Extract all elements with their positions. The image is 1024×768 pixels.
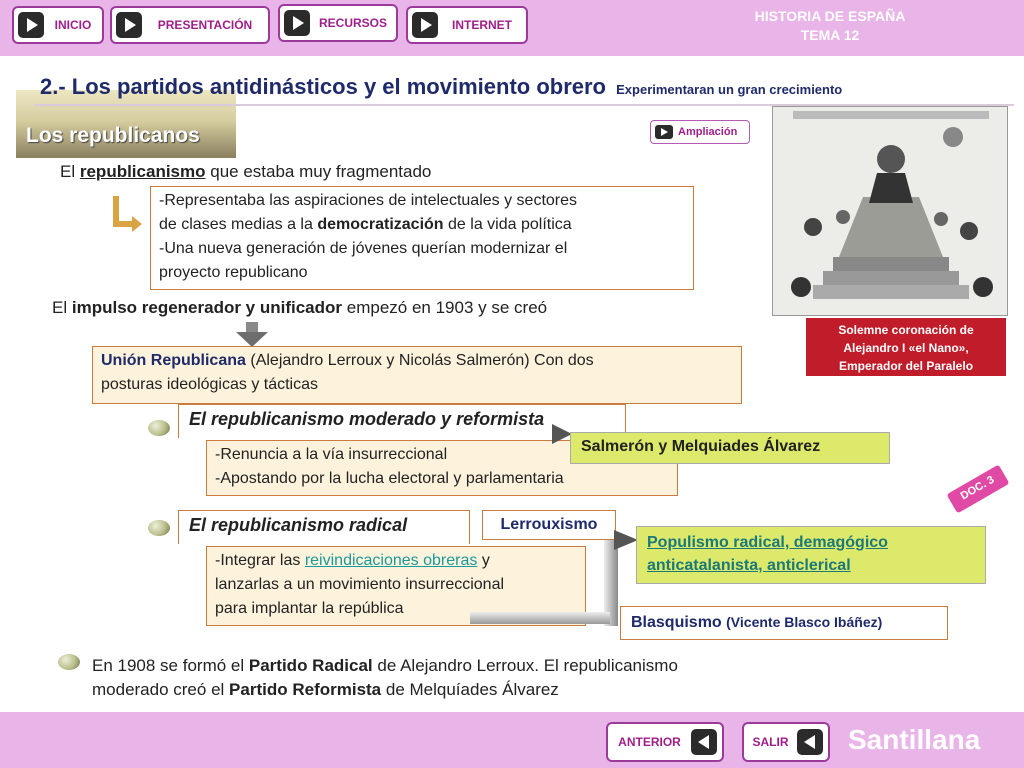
radical-line1b: y bbox=[481, 552, 490, 569]
connector-horizontal bbox=[470, 612, 610, 624]
radical-line1 bbox=[215, 549, 577, 573]
section-tab bbox=[16, 90, 236, 158]
anterior-button[interactable] bbox=[606, 722, 724, 762]
nav-internet-label: INTERNET bbox=[452, 18, 512, 32]
conclusion-e: Partido Reformista bbox=[229, 680, 382, 699]
moderado-line1: -Renuncia a la vía insurreccional bbox=[215, 446, 448, 463]
union-line1-text: (Alejandro Lerroux y Nicolás Salmerón) Con dos bbox=[250, 352, 594, 369]
box1-line2a: de clases medias a la bbox=[159, 216, 313, 233]
populismo-box[interactable] bbox=[636, 526, 986, 584]
moderado-heading: El republicanismo moderado y reformista bbox=[178, 404, 626, 438]
nav-recursos-label: RECURSOS bbox=[318, 16, 387, 30]
box1-line2 bbox=[159, 213, 685, 237]
radical-line2: lanzarlas a un movimiento insurreccional bbox=[215, 576, 505, 593]
aspiraciones-box bbox=[150, 186, 694, 290]
conclusion-c: de Alejandro Lerroux. El republicanismo bbox=[377, 656, 678, 675]
conclusion-line2 bbox=[92, 678, 678, 702]
caption-line3: Emperador del Paralelo bbox=[838, 359, 974, 373]
conclusion-a: En 1908 se formó el bbox=[92, 656, 245, 675]
box1-line1: -Representaba las aspiraciones de intelectuales y sectores bbox=[159, 192, 578, 209]
page-title-sub: Experimentaran un gran crecimiento bbox=[616, 82, 843, 97]
salir-label: SALIR bbox=[752, 735, 789, 749]
box1-line4: proyecto republicano bbox=[159, 264, 308, 281]
play-icon bbox=[655, 125, 673, 139]
caption-line1: Solemne coronación de bbox=[838, 323, 974, 337]
caricature-image[interactable] bbox=[772, 106, 1008, 316]
reivindicaciones-link[interactable]: reivindicaciones obreras bbox=[304, 552, 478, 569]
box1-line2b: democratización bbox=[317, 216, 444, 233]
salir-button[interactable] bbox=[742, 722, 830, 762]
play-icon bbox=[18, 12, 44, 38]
lerrouxismo-label: Lerrouxismo bbox=[482, 510, 616, 540]
populismo-line2[interactable]: anticatalanista, anticlerical bbox=[647, 557, 851, 574]
image-caption bbox=[806, 318, 1006, 376]
nav-inicio-label: INICIO bbox=[54, 18, 92, 32]
moderado-line2: -Apostando por la lucha electoral y parlamentaria bbox=[215, 470, 564, 487]
section-title: Los republicanos bbox=[26, 124, 200, 147]
ampliacion-label: Ampliación bbox=[678, 126, 738, 138]
bullet-icon bbox=[58, 654, 80, 670]
blasquismo-label: Blasquismo bbox=[631, 614, 722, 631]
nav-recursos-button[interactable] bbox=[278, 4, 398, 42]
back-arrow-icon bbox=[797, 729, 823, 755]
play-icon bbox=[412, 12, 438, 38]
box1-line2c: de la vida política bbox=[448, 216, 572, 233]
impulso-text bbox=[52, 298, 547, 318]
play-icon bbox=[284, 10, 310, 36]
down-arrow-icon bbox=[234, 322, 270, 348]
conclusion-text bbox=[92, 654, 678, 702]
union-line1 bbox=[101, 349, 733, 373]
populismo-line1[interactable]: Populismo radical, demagógico bbox=[647, 534, 888, 551]
bullet-icon bbox=[148, 520, 170, 536]
play-icon bbox=[116, 12, 142, 38]
conclusion-line1 bbox=[92, 654, 678, 678]
union-line2: posturas ideológicas y tácticas bbox=[101, 376, 318, 393]
course-subject: HISTORIA DE ESPAÑA bbox=[754, 8, 906, 24]
impulso-suffix: empezó en 1903 y se creó bbox=[346, 298, 548, 317]
union-republicana-box bbox=[92, 346, 742, 404]
radical-line1a: -Integrar las bbox=[215, 552, 301, 569]
intro-keyword: republicanismo bbox=[79, 162, 206, 181]
impulso-prefix: El bbox=[52, 298, 68, 317]
intro-suffix: que estaba muy fragmentado bbox=[210, 162, 432, 181]
bullet-icon bbox=[148, 420, 170, 436]
page-title bbox=[40, 74, 842, 100]
doc3-tag[interactable]: DOC. 3 bbox=[947, 464, 1010, 513]
nav-presentacion-button[interactable] bbox=[110, 6, 270, 44]
conclusion-f: de Melquíades Álvarez bbox=[385, 680, 559, 699]
back-arrow-icon bbox=[691, 729, 717, 755]
publisher-logo: Santillana bbox=[848, 724, 981, 755]
box1-line3: -Una nueva generación de jóvenes querían modernizar el bbox=[159, 240, 568, 257]
anterior-label: ANTERIOR bbox=[618, 735, 681, 749]
page-title-main: 2.- Los partidos antidinásticos y el movimiento obrero bbox=[40, 74, 606, 99]
conclusion-d: moderado creó el bbox=[92, 680, 225, 699]
radical-heading: El republicanismo radical bbox=[178, 510, 470, 544]
radical-line3: para implantar la república bbox=[215, 600, 404, 617]
down-right-arrow-icon bbox=[110, 194, 144, 234]
intro-prefix: El bbox=[60, 162, 76, 181]
blasquismo-author: (Vicente Blasco Ibáñez) bbox=[726, 614, 883, 630]
blasquismo-box bbox=[620, 606, 948, 640]
impulso-keyword: impulso regenerador y unificador bbox=[71, 298, 343, 317]
intro-text bbox=[60, 162, 431, 182]
nav-presentacion-label: PRESENTACIÓN bbox=[157, 18, 253, 32]
nav-internet-button[interactable] bbox=[406, 6, 528, 44]
course-unit: TEMA 12 bbox=[800, 27, 860, 43]
caricature-illustration bbox=[773, 107, 1008, 316]
course-header bbox=[730, 7, 930, 45]
conclusion-b: Partido Radical bbox=[248, 656, 373, 675]
union-name: Unión Republicana bbox=[101, 352, 246, 369]
salmeron-label: Salmerón y Melquiades Álvarez bbox=[570, 432, 890, 464]
ampliacion-button[interactable] bbox=[650, 120, 750, 144]
nav-inicio-button[interactable] bbox=[12, 6, 104, 44]
caption-line2: Alejandro I «el Nano», bbox=[843, 341, 969, 355]
